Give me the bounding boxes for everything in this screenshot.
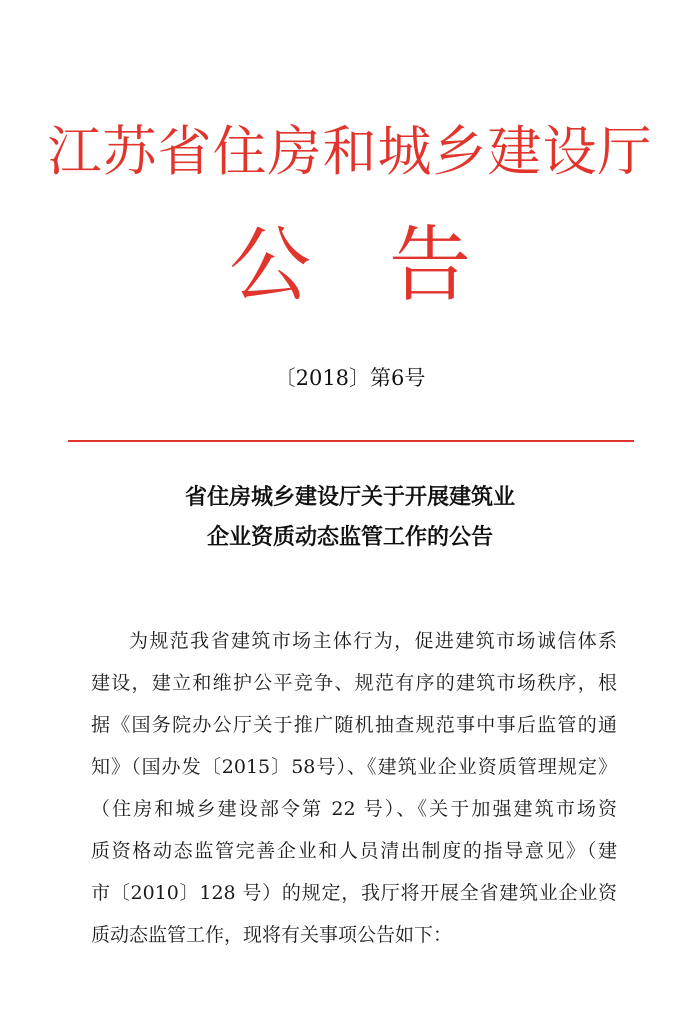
body-line: （住房和城乡建设部令第 22 号）、《关于加强建筑市场资 [91,798,617,820]
header-divider [68,440,634,442]
body-line: 质资格动态监管完善企业和人员清出制度的指导意见》（建 [91,840,617,862]
body-paragraph [91,620,617,956]
notice-heading-line: 省住房城乡建设厅关于开展建筑业 [184,484,515,510]
body-line: 知》（国办发〔2015〕58号）、《建筑业企业资质管理规定》 [91,756,617,778]
issuing-authority-title: 江苏省住房和城乡建设厅 [47,120,653,183]
body-line: 建设，建立和维护公平竞争、规范有序的建筑市场秩序，根 [91,672,617,694]
body-line: 据《国务院办公厅关于推广随机抽查规范事中事后监管的通 [91,714,617,736]
body-line: 为规范我省建筑市场主体行为，促进建筑市场诚信体系 [129,630,617,652]
notice-heading-line: 企业资质动态监管工作的公告 [206,524,493,550]
document-number: 〔2018〕第6号 [274,366,426,390]
document-type-title: 公告 [228,218,549,313]
body-line: 质动态监管工作，现将有关事项公告如下： [91,924,453,946]
body-line: 市〔2010〕128 号）的规定，我厅将开展全省建筑业企业资 [91,882,617,904]
notice-heading [0,477,700,557]
